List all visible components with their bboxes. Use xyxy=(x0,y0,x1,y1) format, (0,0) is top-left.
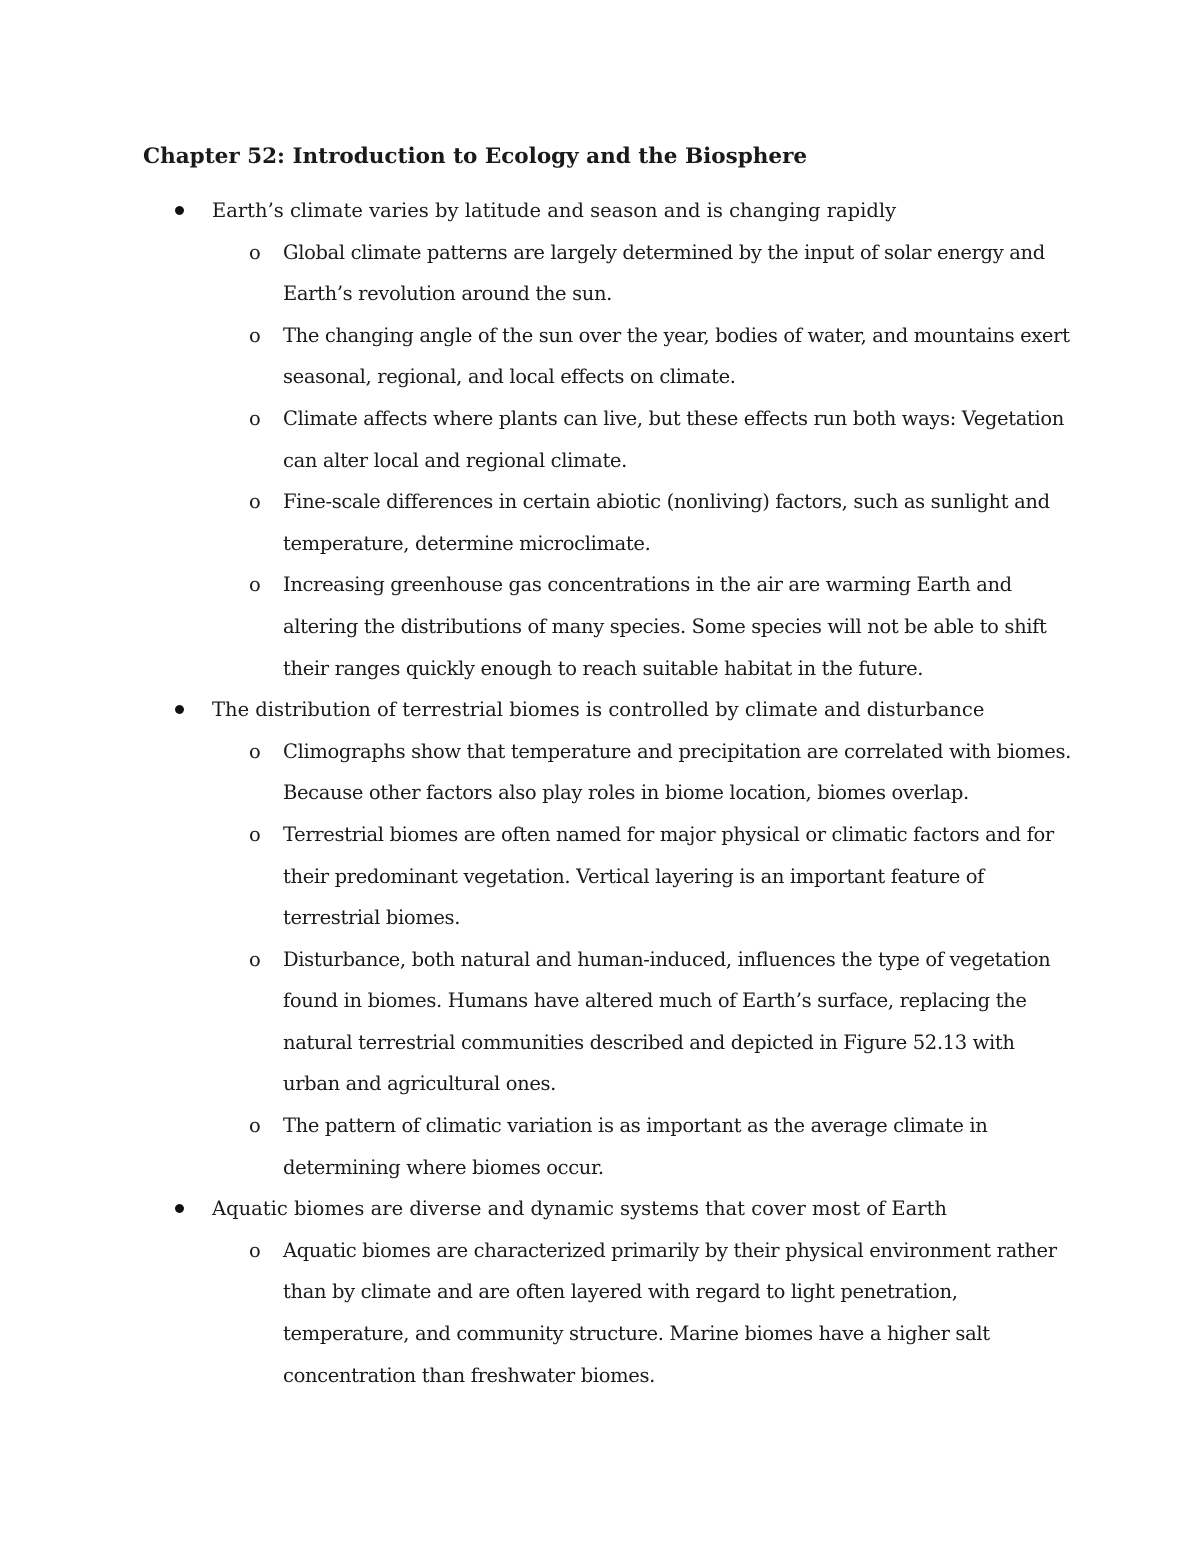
list-item-text: Global climate patterns are largely determined by the input of solar energy and Earth’s revolution around the sun. xyxy=(283,240,1045,306)
circle-marker-icon: o xyxy=(249,1114,261,1138)
list-item-text: Disturbance, both natural and human-induced, influences the type of vegetation found in biomes. Humans have altered much of Earth’s surface, replacing the natural terrestrial communities described and depicted in Figure 52.13 with urban and agricultural ones. xyxy=(283,947,1051,1096)
bullet-icon xyxy=(175,705,184,714)
sub-list xyxy=(0,1230,1200,1396)
section-heading: Aquatic biomes are diverse and dynamic systems that cover most of Earth xyxy=(212,1197,947,1221)
section-climate xyxy=(0,190,1200,689)
page-title: Chapter 52: Introduction to Ecology and the Biosphere xyxy=(143,144,808,169)
list-item xyxy=(0,564,1200,689)
circle-marker-icon: o xyxy=(249,240,261,264)
list-item-text: Aquatic biomes are characterized primarily by their physical environment rather than by climate and are often layered with regard to light penetration, temperature, and community structure. Marine biomes have a higher salt concentration than freshwater biomes. xyxy=(283,1238,1057,1387)
list-item-text: Climographs show that temperature and precipitation are correlated with biomes. Because other factors also play roles in biome location, biomes overlap. xyxy=(283,739,1071,805)
circle-marker-icon: o xyxy=(249,1238,261,1262)
list-item-text: Climate affects where plants can live, but these effects run both ways: Vegetation can alter local and regional climate. xyxy=(283,406,1064,472)
list-item-text: Fine-scale differences in certain abiotic (nonliving) factors, such as sunlight and temperature, determine microclimate. xyxy=(283,490,1050,555)
circle-marker-icon: o xyxy=(249,323,261,347)
sub-list xyxy=(0,232,1200,690)
circle-marker-icon: o xyxy=(249,406,261,430)
section-heading: The distribution of terrestrial biomes is controlled by climate and disturbance xyxy=(212,698,985,722)
list-item xyxy=(0,1105,1200,1188)
circle-marker-icon: o xyxy=(249,947,261,971)
list-item xyxy=(0,731,1200,814)
outline-list xyxy=(0,190,1200,1396)
list-item xyxy=(0,939,1200,1105)
circle-marker-icon: o xyxy=(249,822,261,846)
bullet-icon xyxy=(175,1204,184,1213)
circle-marker-icon: o xyxy=(249,573,261,597)
list-item xyxy=(0,232,1200,315)
list-item xyxy=(0,315,1200,398)
sub-list xyxy=(0,731,1200,1189)
list-item xyxy=(0,481,1200,564)
section-heading: Earth’s climate varies by latitude and season and is changing rapidly xyxy=(212,199,897,222)
list-item-text: Increasing greenhouse gas concentrations in the air are warming Earth and altering the distributions of many species. Some species will not be able to shift their ranges quickly enough to reach suitable habitat in the future. xyxy=(283,573,1047,680)
circle-marker-icon: o xyxy=(249,490,261,514)
list-item-text: Terrestrial biomes are often named for major physical or climatic factors and for their predominant vegetation. Vertical layering is an important feature of terrestrial biomes. xyxy=(283,822,1054,930)
section-aquatic-biomes xyxy=(0,1188,1200,1396)
list-item xyxy=(0,398,1200,481)
section-terrestrial-biomes xyxy=(0,689,1200,1188)
bullet-icon xyxy=(175,206,184,215)
circle-marker-icon: o xyxy=(249,739,261,763)
list-item xyxy=(0,1230,1200,1396)
list-item-text: The pattern of climatic variation is as important as the average climate in determining where biomes occur. xyxy=(283,1114,988,1179)
list-item-text: The changing angle of the sun over the year, bodies of water, and mountains exert seasonal, regional, and local effects on climate. xyxy=(283,323,1070,389)
list-item xyxy=(0,814,1200,939)
